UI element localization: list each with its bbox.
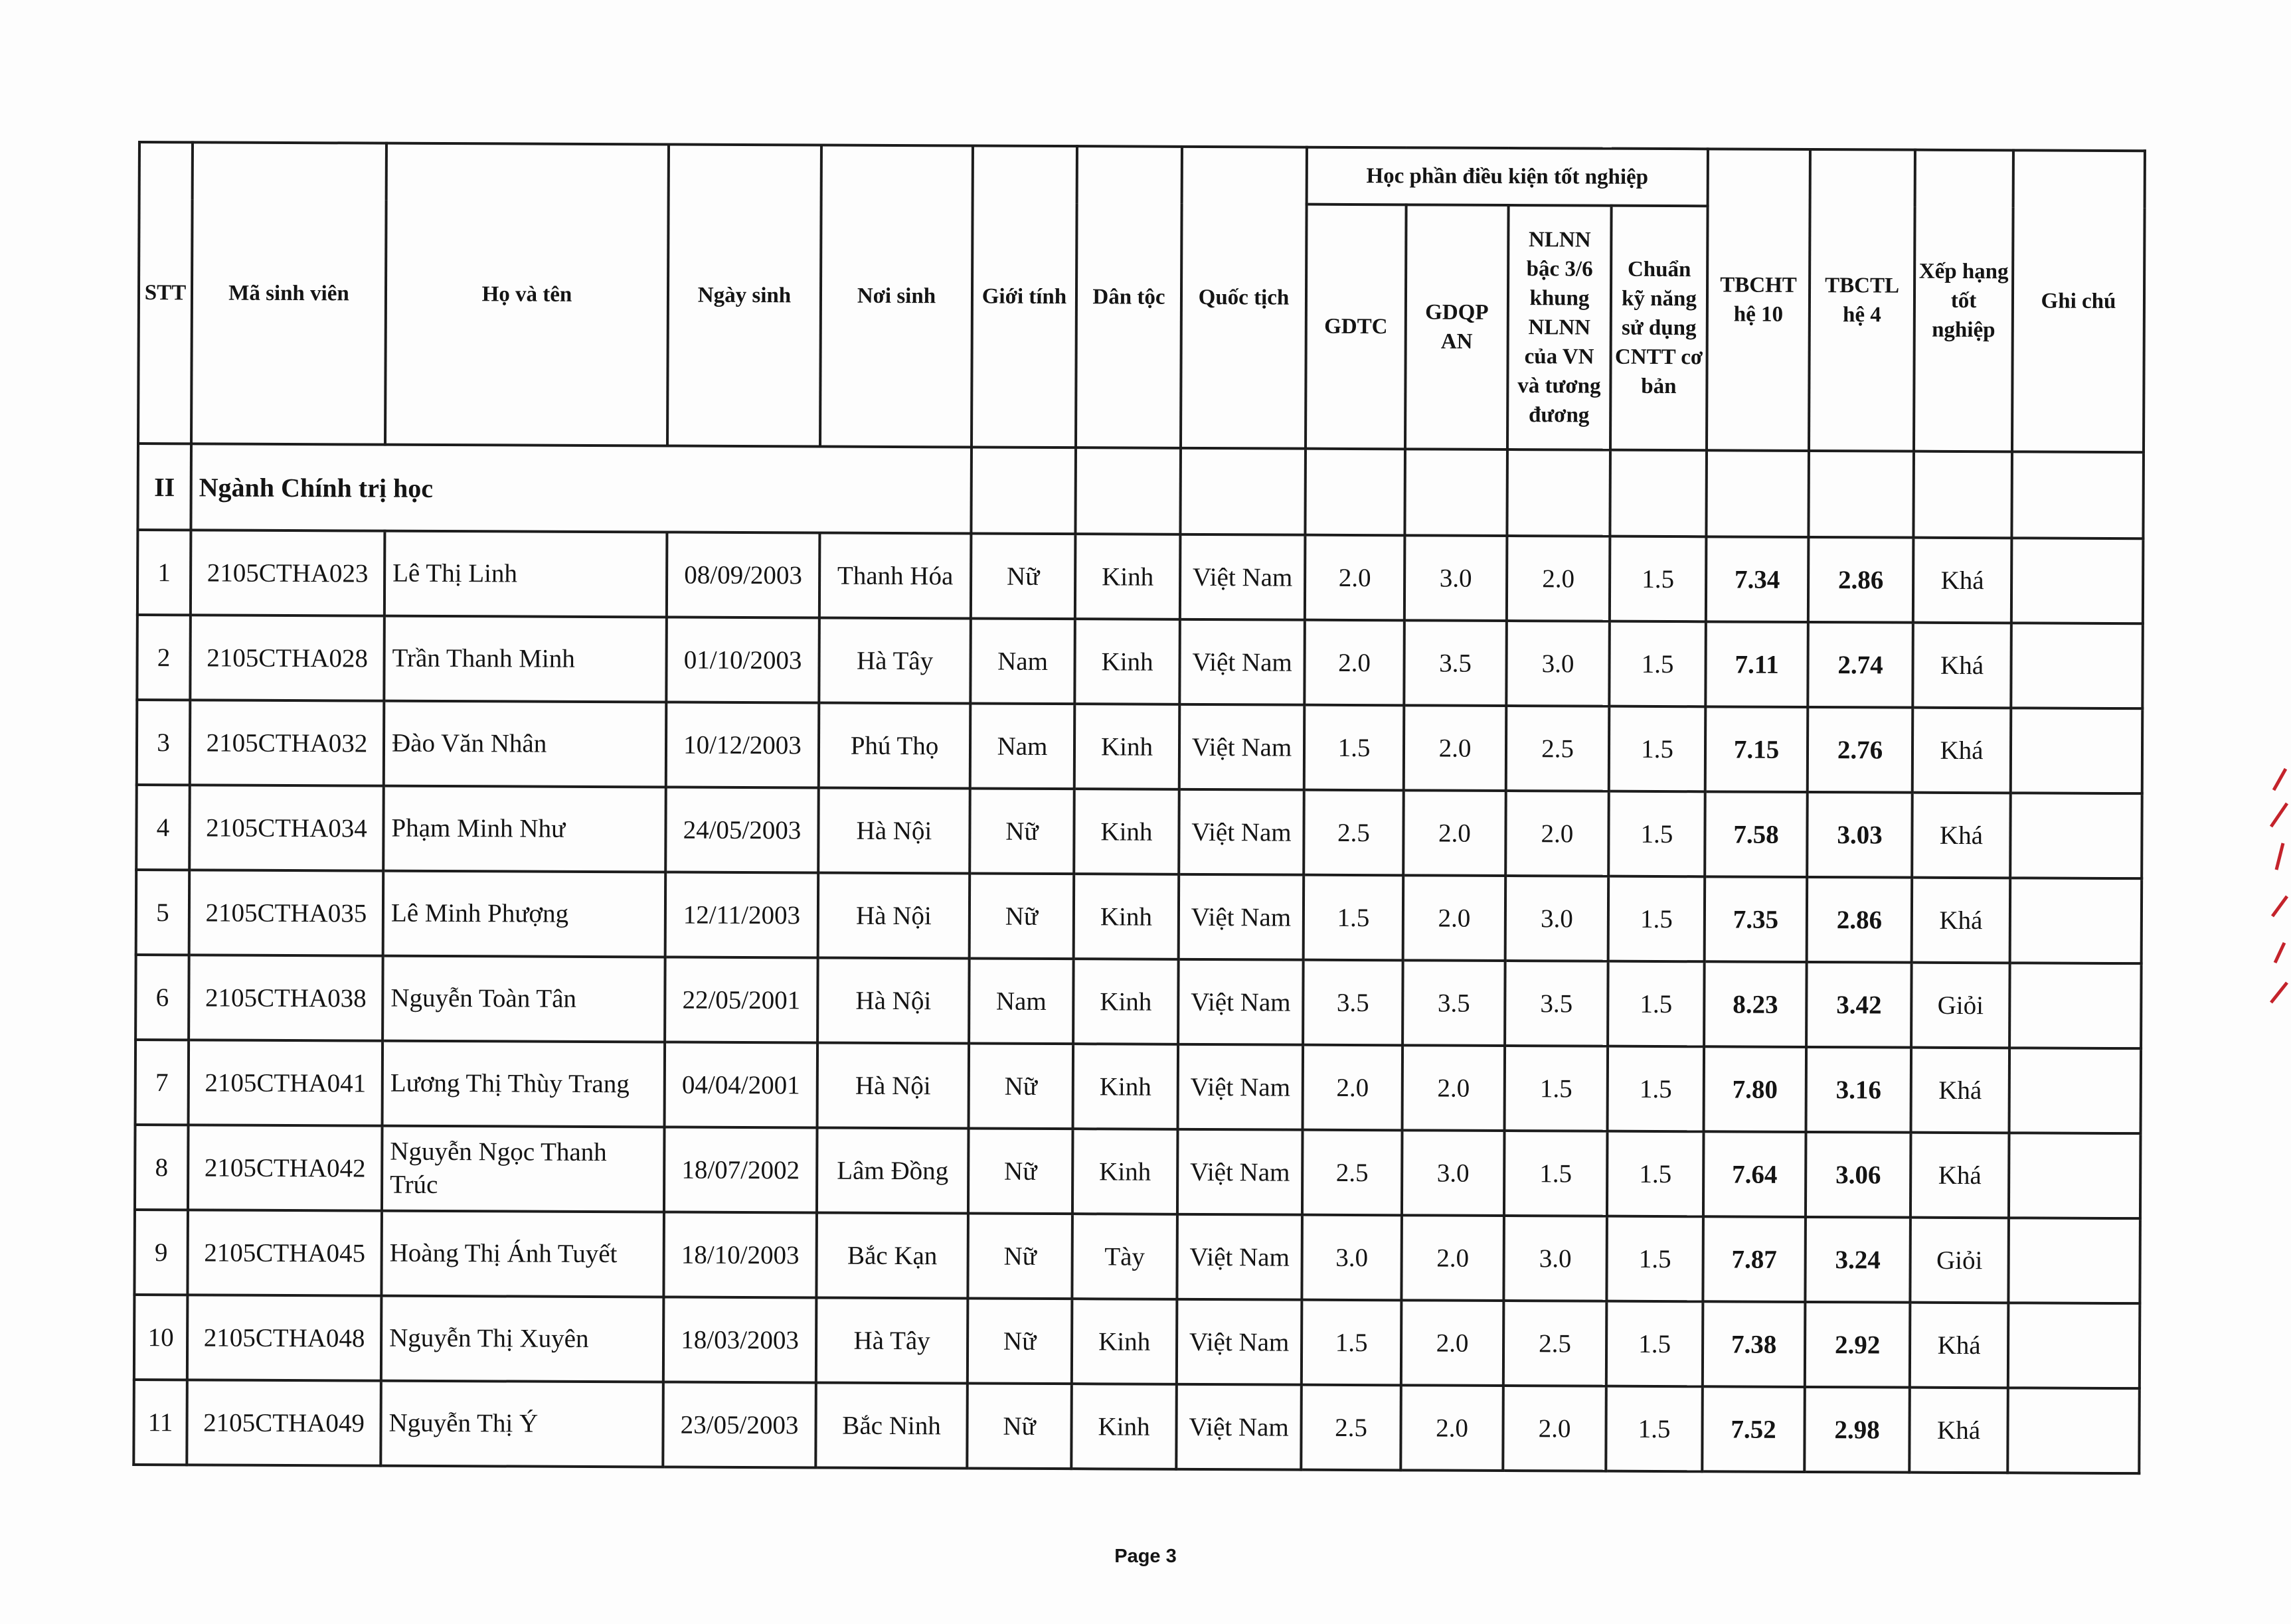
cell-gender: Nữ <box>970 788 1074 874</box>
cell-stt: 5 <box>136 870 190 955</box>
cell-birth-date: 22/05/2001 <box>665 957 818 1042</box>
cell-ranking: Khá <box>1913 538 2012 623</box>
cell-nationality: Việt Nam <box>1179 619 1305 705</box>
cell-tbctl: 3.24 <box>1805 1217 1910 1303</box>
cell-gdtc: 1.5 <box>1302 1300 1402 1386</box>
header-student-id: Mã sinh viên <box>191 142 386 444</box>
header-gender: Giới tính <box>972 145 1077 447</box>
table-row <box>135 1125 2141 1218</box>
cell-gender: Nữ <box>968 1213 1072 1299</box>
section-empty-cell <box>1913 451 2012 538</box>
cell-birth-date: 04/04/2001 <box>665 1042 818 1127</box>
cell-full-name: Lương Thị Thùy Trang <box>382 1041 665 1127</box>
cell-tbctl: 2.74 <box>1808 622 1913 708</box>
cell-gdqp: 2.0 <box>1403 790 1506 876</box>
cell-ranking: Giỏi <box>1910 1218 2009 1303</box>
cell-nlnn: 2.0 <box>1507 536 1610 621</box>
cell-notes <box>2008 1218 2140 1303</box>
cell-nlnn: 1.5 <box>1504 1131 1608 1216</box>
red-stamp-edge <box>2267 764 2290 1016</box>
section-empty-cell <box>1706 450 1809 537</box>
cell-tbcht: 7.11 <box>1705 621 1808 707</box>
header-tbctl: TBCTL hệ 4 <box>1809 149 1915 451</box>
header-full-name: Họ và tên <box>385 143 669 446</box>
cell-nlnn: 2.5 <box>1506 706 1610 791</box>
cell-ranking: Khá <box>1911 1048 2010 1133</box>
cell-cntt: 1.5 <box>1606 1386 1703 1472</box>
cell-cntt: 1.5 <box>1606 1301 1703 1387</box>
cell-tbcht: 7.15 <box>1705 706 1808 792</box>
table-row <box>133 1380 2140 1473</box>
header-tbcht: TBCHT hệ 10 <box>1707 149 1810 451</box>
cell-gdtc: 2.0 <box>1304 620 1404 706</box>
cell-nlnn: 2.0 <box>1505 791 1609 876</box>
cell-nationality: Việt Nam <box>1176 1384 1302 1470</box>
section-empty-cell <box>2011 451 2144 538</box>
section-empty-cell <box>1075 447 1181 534</box>
cell-gdqp: 3.0 <box>1404 535 1507 621</box>
cell-gdtc: 2.5 <box>1301 1385 1401 1471</box>
cell-student-id: 2105CTHA028 <box>190 615 384 700</box>
cell-student-id: 2105CTHA042 <box>188 1125 382 1210</box>
cell-gender: Nam <box>969 958 1074 1044</box>
cell-ranking: Khá <box>1910 1303 2009 1388</box>
cell-birth-place: Hà Nội <box>818 872 970 958</box>
cell-birth-date: 10/12/2003 <box>666 702 819 787</box>
cell-ethnicity: Kinh <box>1074 874 1179 959</box>
cell-birth-place: Hà Tây <box>819 617 971 703</box>
cell-full-name: Lê Minh Phượng <box>383 871 666 957</box>
cell-ethnicity: Kinh <box>1074 704 1180 789</box>
section-empty-cell <box>1808 451 1914 538</box>
cell-nationality: Việt Nam <box>1177 1214 1302 1300</box>
section-empty-cell <box>1507 449 1610 536</box>
header-nlnn: NLNN bậc 3/6 khung NLNN của VN và tương đương <box>1507 205 1612 450</box>
cell-nationality: Việt Nam <box>1179 704 1305 790</box>
cell-birth-place: Thanh Hóa <box>819 532 972 618</box>
graduation-table <box>132 141 2146 1475</box>
cell-ethnicity: Tày <box>1072 1214 1177 1299</box>
section-empty-cell <box>971 447 1076 534</box>
cell-tbcht: 7.58 <box>1705 791 1808 877</box>
cell-ethnicity: Kinh <box>1072 1299 1177 1384</box>
cell-gender: Nữ <box>968 1298 1072 1384</box>
section-name: Ngành Chính trị học <box>191 444 972 533</box>
cell-tbcht: 7.80 <box>1704 1046 1807 1132</box>
cell-nlnn: 3.0 <box>1503 1216 1607 1301</box>
cell-nlnn: 2.0 <box>1503 1386 1606 1471</box>
cell-notes <box>2009 963 2142 1048</box>
table-row <box>137 615 2143 708</box>
page-number: Page 3 <box>1114 1546 1177 1567</box>
cell-gender: Nữ <box>971 533 1076 619</box>
header-nationality: Quốc tịch <box>1181 147 1307 449</box>
cell-birth-place: Lâm Đồng <box>817 1127 969 1213</box>
cell-stt: 11 <box>133 1380 187 1465</box>
cell-notes <box>2009 1133 2141 1218</box>
cell-tbctl: 2.86 <box>1807 877 1912 963</box>
table-row <box>137 530 2144 623</box>
cell-birth-date: 12/11/2003 <box>665 872 819 957</box>
cell-notes <box>2007 1388 2140 1473</box>
cell-stt: 3 <box>137 700 191 785</box>
section-empty-cell <box>1404 449 1507 536</box>
cell-cntt: 1.5 <box>1610 536 1707 622</box>
cell-notes <box>2008 1303 2140 1388</box>
cell-ethnicity: Kinh <box>1071 1384 1177 1469</box>
cell-birth-date: 01/10/2003 <box>666 617 819 702</box>
cell-cntt: 1.5 <box>1606 1216 1703 1302</box>
cell-student-id: 2105CTHA035 <box>189 870 384 955</box>
cell-gdtc: 1.5 <box>1304 705 1404 791</box>
cell-birth-place: Phú Thọ <box>819 702 971 788</box>
section-empty-cell <box>1305 449 1405 536</box>
cell-birth-place: Bắc Ninh <box>815 1382 968 1468</box>
cell-nlnn: 1.5 <box>1505 1046 1608 1131</box>
cell-ethnicity: Kinh <box>1073 1044 1179 1129</box>
cell-tbcht: 7.34 <box>1706 536 1809 622</box>
cell-ranking: Giỏi <box>1911 963 2010 1048</box>
header-ranking: Xếp hạng tốt nghiệp <box>1914 150 2013 452</box>
cell-ethnicity: Kinh <box>1074 789 1179 874</box>
cell-student-id: 2105CTHA032 <box>190 700 384 785</box>
section-empty-cell <box>1180 448 1306 535</box>
section-number: II <box>137 444 191 530</box>
cell-tbcht: 7.35 <box>1705 876 1808 962</box>
cell-ranking: Khá <box>1912 708 2011 793</box>
table-row <box>135 955 2142 1048</box>
cell-notes <box>2011 623 2143 708</box>
cell-notes <box>2010 793 2142 878</box>
cell-tbcht: 7.64 <box>1703 1131 1806 1217</box>
header-gdtc: GDTC <box>1306 204 1406 449</box>
cell-student-id: 2105CTHA034 <box>189 785 384 870</box>
cell-gender: Nữ <box>968 1128 1073 1214</box>
cell-birth-date: 24/05/2003 <box>665 787 819 872</box>
table-row <box>135 1040 2142 1133</box>
cell-notes <box>2009 1048 2142 1133</box>
cell-stt: 4 <box>136 785 190 870</box>
cell-cntt: 1.5 <box>1607 1131 1704 1217</box>
cell-ethnicity: Kinh <box>1072 1129 1178 1214</box>
cell-cntt: 1.5 <box>1609 621 1706 707</box>
cell-birth-place: Hà Tây <box>816 1297 968 1383</box>
header-gdqp: GDQP AN <box>1405 204 1509 449</box>
cell-gdqp: 3.5 <box>1402 960 1505 1046</box>
cell-student-id: 2105CTHA048 <box>187 1295 382 1380</box>
cell-birth-date: 08/09/2003 <box>667 532 820 617</box>
cell-gdqp: 2.0 <box>1401 1215 1504 1301</box>
cell-ethnicity: Kinh <box>1073 959 1179 1044</box>
cell-gdqp: 3.5 <box>1404 620 1507 706</box>
cell-nationality: Việt Nam <box>1177 1299 1302 1385</box>
cell-nationality: Việt Nam <box>1179 789 1304 875</box>
cell-stt: 2 <box>137 615 191 700</box>
section-row <box>137 444 2144 538</box>
cell-tbctl: 2.92 <box>1805 1302 1910 1388</box>
cell-full-name: Nguyễn Thị Ý <box>381 1381 663 1467</box>
cell-tbctl: 2.86 <box>1808 537 1914 623</box>
cell-cntt: 1.5 <box>1608 876 1705 962</box>
cell-ranking: Khá <box>1912 878 2011 963</box>
cell-ranking: Khá <box>1912 793 2011 878</box>
cell-tbctl: 3.16 <box>1806 1047 1912 1133</box>
cell-full-name: Lê Thị Linh <box>384 531 667 617</box>
cell-stt: 1 <box>137 530 191 615</box>
cell-gdtc: 2.0 <box>1305 535 1405 621</box>
cell-tbctl: 2.76 <box>1808 707 1913 793</box>
cell-tbcht: 7.87 <box>1703 1216 1806 1302</box>
cell-notes <box>2011 538 2144 623</box>
cell-ranking: Khá <box>1910 1133 2009 1218</box>
cell-ethnicity: Kinh <box>1075 534 1181 619</box>
cell-gender: Nữ <box>967 1383 1072 1469</box>
cell-gdqp: 3.0 <box>1402 1130 1505 1216</box>
cell-stt: 9 <box>134 1210 188 1295</box>
cell-gdqp: 2.0 <box>1403 875 1506 961</box>
cell-gdtc: 2.5 <box>1302 1130 1402 1216</box>
cell-ethnicity: Kinh <box>1074 619 1180 704</box>
cell-birth-date: 18/10/2003 <box>663 1212 817 1297</box>
cell-gdtc: 2.5 <box>1304 790 1404 876</box>
cell-student-id: 2105CTHA049 <box>187 1380 381 1465</box>
cell-birth-place: Hà Nội <box>818 787 970 873</box>
cell-tbctl: 3.03 <box>1807 792 1912 878</box>
cell-full-name: Nguyễn Toàn Tân <box>382 956 665 1042</box>
cell-gender: Nam <box>970 703 1075 789</box>
cell-student-id: 2105CTHA023 <box>191 530 385 615</box>
cell-tbctl: 3.06 <box>1806 1132 1911 1218</box>
cell-notes <box>2010 878 2142 963</box>
cell-cntt: 1.5 <box>1608 791 1705 877</box>
cell-cntt: 1.5 <box>1608 961 1705 1047</box>
cell-nationality: Việt Nam <box>1178 959 1304 1045</box>
table-row <box>136 870 2142 963</box>
cell-nationality: Việt Nam <box>1179 874 1304 960</box>
section-empty-cell <box>1610 450 1707 537</box>
cell-nlnn: 3.0 <box>1505 876 1609 961</box>
cell-birth-date: 18/07/2002 <box>664 1127 817 1212</box>
header-birth-place: Nơi sinh <box>820 145 973 447</box>
cell-ranking: Khá <box>1912 623 2011 708</box>
header-stt: STT <box>138 142 193 444</box>
cell-gdqp: 2.0 <box>1404 705 1507 791</box>
cell-stt: 8 <box>135 1125 189 1210</box>
cell-notes <box>2011 708 2143 793</box>
cell-gdqp: 2.0 <box>1401 1300 1504 1386</box>
cell-stt: 7 <box>135 1040 189 1125</box>
header-graduation-conditions: Học phần điều kiện tốt nghiệp <box>1307 147 1708 206</box>
cell-nlnn: 2.5 <box>1503 1301 1607 1386</box>
cell-birth-place: Bắc Kạn <box>816 1212 968 1298</box>
cell-birth-place: Hà Nội <box>817 1042 970 1128</box>
header-cntt: Chuẩn kỹ năng sử dụng CNTT cơ bản <box>1610 206 1708 451</box>
cell-full-name: Đào Văn Nhân <box>384 701 667 787</box>
cell-full-name: Nguyễn Ngọc Thanh Trúc <box>382 1126 665 1212</box>
cell-gdtc: 2.0 <box>1303 1045 1403 1131</box>
cell-gdqp: 2.0 <box>1400 1385 1503 1471</box>
cell-nationality: Việt Nam <box>1177 1129 1303 1215</box>
cell-gender: Nữ <box>969 1043 1074 1129</box>
cell-tbcht: 7.38 <box>1703 1301 1806 1387</box>
cell-tbctl: 2.98 <box>1804 1387 1910 1473</box>
cell-nationality: Việt Nam <box>1178 1044 1304 1130</box>
cell-ranking: Khá <box>1909 1388 2008 1473</box>
cell-full-name: Trần Thanh Minh <box>384 616 667 702</box>
cell-birth-place: Hà Nội <box>817 957 970 1043</box>
cell-stt: 6 <box>135 955 189 1040</box>
cell-gender: Nam <box>970 618 1075 704</box>
cell-gdqp: 2.0 <box>1402 1045 1505 1131</box>
cell-student-id: 2105CTHA041 <box>189 1040 383 1125</box>
table-row <box>134 1295 2140 1388</box>
cell-full-name: Phạm Minh Như <box>383 786 666 872</box>
cell-tbcht: 8.23 <box>1704 961 1807 1047</box>
cell-cntt: 1.5 <box>1609 706 1706 792</box>
cell-gdtc: 3.5 <box>1303 960 1403 1046</box>
cell-gdtc: 3.0 <box>1302 1215 1402 1301</box>
table-row <box>137 700 2143 793</box>
cell-birth-date: 23/05/2003 <box>663 1382 816 1467</box>
cell-cntt: 1.5 <box>1608 1046 1705 1132</box>
cell-tbcht: 7.52 <box>1702 1386 1805 1472</box>
cell-nlnn: 3.5 <box>1505 961 1608 1046</box>
cell-nlnn: 3.0 <box>1506 621 1610 706</box>
cell-stt: 10 <box>134 1295 188 1380</box>
cell-birth-date: 18/03/2003 <box>663 1297 817 1382</box>
cell-full-name: Nguyễn Thị Xuyên <box>381 1296 664 1382</box>
cell-tbctl: 3.42 <box>1806 962 1912 1048</box>
header-ethnicity: Dân tộc <box>1076 146 1182 448</box>
header-row-1 <box>139 142 2145 208</box>
table-row <box>136 785 2142 878</box>
header-notes: Ghi chú <box>2012 150 2145 452</box>
cell-gdtc: 1.5 <box>1304 875 1404 961</box>
cell-student-id: 2105CTHA038 <box>189 955 383 1040</box>
cell-nationality: Việt Nam <box>1180 534 1306 620</box>
cell-student-id: 2105CTHA045 <box>187 1210 382 1295</box>
header-birth-date: Ngày sinh <box>667 144 821 446</box>
table-row <box>134 1210 2140 1303</box>
cell-full-name: Hoàng Thị Ánh Tuyết <box>381 1211 664 1297</box>
cell-gender: Nữ <box>970 873 1074 959</box>
